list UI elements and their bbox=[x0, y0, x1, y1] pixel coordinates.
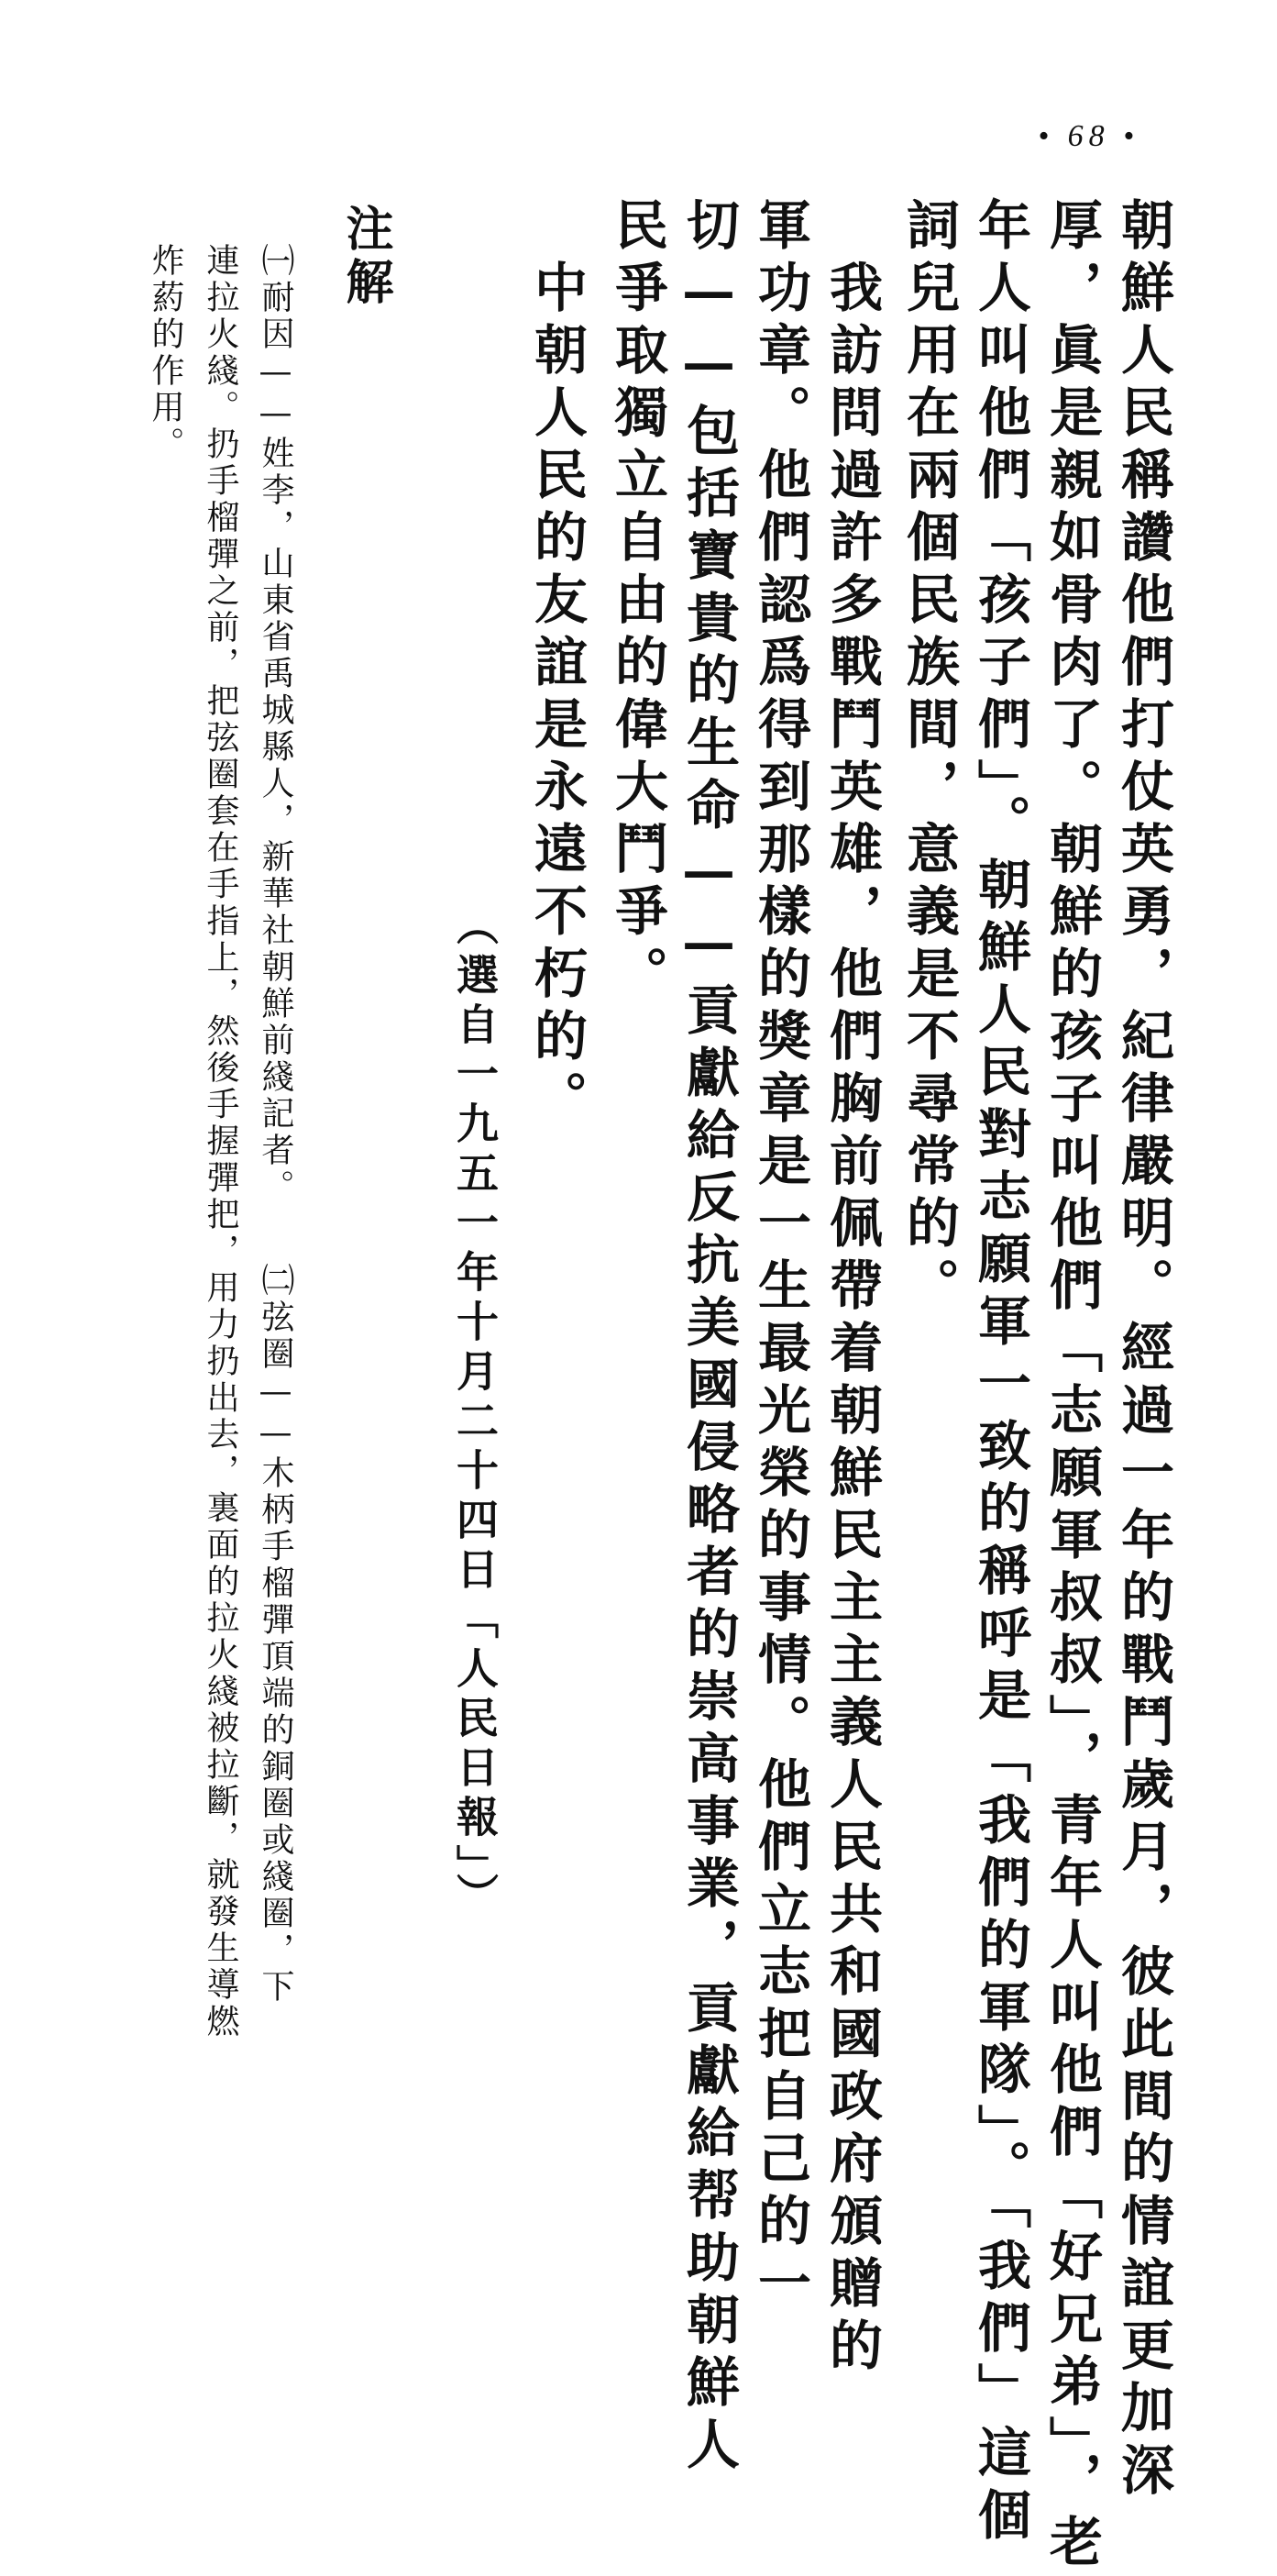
body-paragraph-column: 切——包括寶貴的生命——貢獻給反抗美國侵略者的崇高事業，貢獻給帮助朝鮮人 bbox=[677, 197, 740, 2479]
note-column: 炸葯的作用。 bbox=[147, 243, 184, 463]
body-paragraph-column: 詞兒用在兩個民族間，意義是不尋常的。 bbox=[897, 197, 960, 1320]
body-paragraph-column: 我訪問過許多戰鬥英雄，他們胸前佩帶着朝鮮民主主義人民共和國政府頒贈的 bbox=[820, 197, 883, 2380]
body-paragraph-column: 厚，眞是親如骨肉了。朝鮮的孩子叫他們「志願軍叔叔」，青年人叫他們「好兄弟」，老 bbox=[1040, 197, 1103, 2576]
body-paragraph-column: 年人叫他們「孩子們」。朝鮮人民對志願軍一致的稱呼是「我們的軍隊」。「我們」這個 bbox=[969, 197, 1031, 2549]
body-paragraph-column: 軍功章。他們認爲得到那樣的獎章是一生最光榮的事情。他們立志把自己的一 bbox=[749, 197, 811, 2317]
note-column: ㈠耐因——姓李，山東省禹城縣人，新華社朝鮮前綫記者。 ㈡弦圈——木柄手榴彈頂端的銅圈或綫圈，下 bbox=[257, 243, 294, 2006]
note-column: 連拉火綫。扔手榴彈之前，把弦圈套在手指上，然後手握彈把，用力扔出去，裏面的拉火綫被拉斷，就發生導燃 bbox=[202, 243, 239, 2040]
source-citation: （選自一九五一年十月二十四日「人民日報」） bbox=[450, 903, 500, 1922]
body-paragraph-column: 朝鮮人民稱讚他們打仗英勇，紀律嚴明。經過一年的戰鬥歲月，彼此間的情誼更加深 bbox=[1112, 197, 1174, 2504]
page-number: • 68 • bbox=[1038, 119, 1139, 153]
notes-heading: 注解 bbox=[337, 204, 393, 310]
body-paragraph-column: 民爭取獨立自由的偉大鬥爭。 bbox=[606, 197, 668, 1008]
body-paragraph-column: 中朝人民的友誼是永遠不朽的。 bbox=[525, 197, 588, 1133]
